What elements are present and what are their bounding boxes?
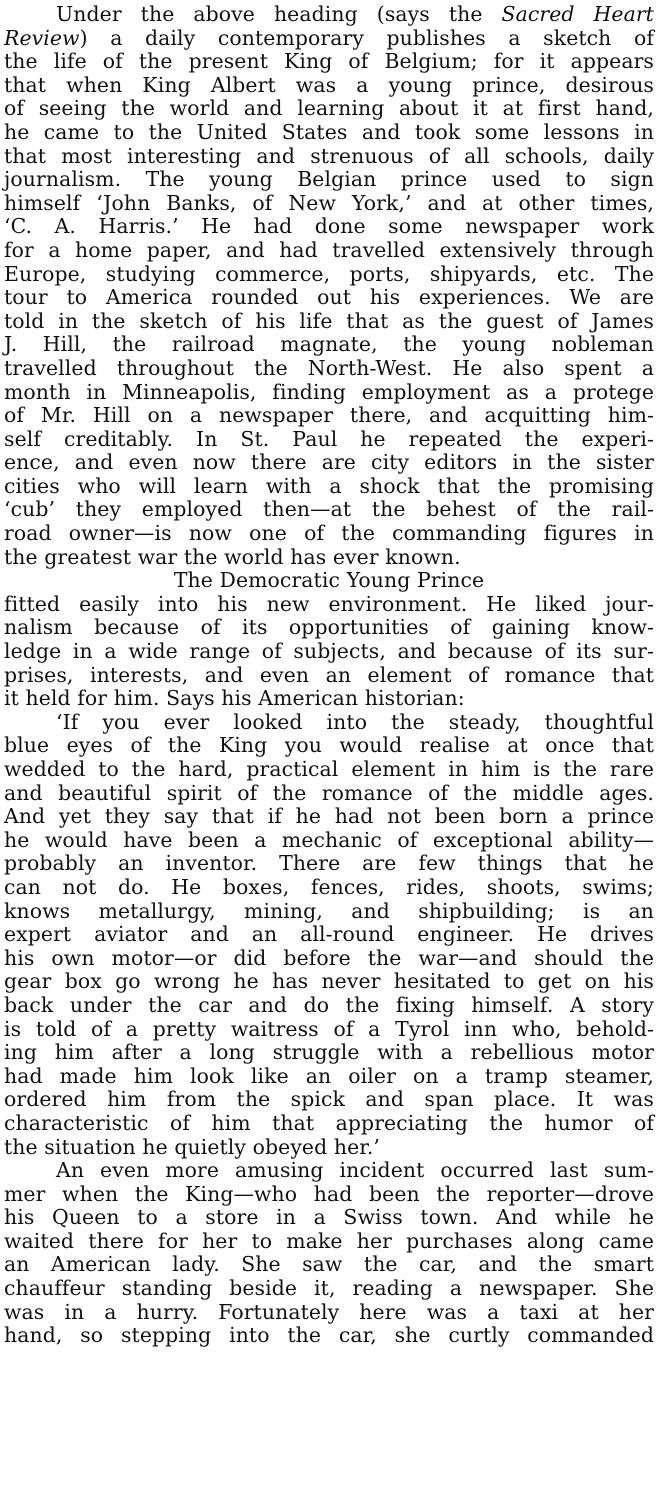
text-line: self creditably. In St. Paul he repeated the experi- [4,426,654,451]
text-line: of seeing the world and learning about it at first hand, [4,96,654,121]
text-line: fitted easily into his new environment. He liked jour- [4,591,654,616]
text-line: can not do. He boxes, fences, rides, shoots, swims; [4,874,654,899]
text-line: chauffeur standing beside it, reading a newspaper. She [4,1276,654,1301]
text-line: the greatest war the world has ever known. [4,544,461,569]
text-line: of Mr. Hill on a newspaper there, and acquitting him- [4,403,654,428]
text-line: hand, so stepping into the car, she curtly commanded [4,1323,654,1348]
text-line: characteristic of him that appreciating the humor of [4,1110,654,1135]
text-line: cities who will learn with a shock that the promising [4,473,654,498]
paragraph-1 [4,3,654,569]
text-line: travelled throughout the North-West. He also spent a [4,355,654,380]
text-line: the situation he quietly obeyed her.’ [4,1134,381,1159]
text-line: ordered him from the spick and span place. It was [4,1087,654,1112]
text-line: is told of a pretty waitress of a Tyrol inn who, behold- [4,1016,654,1041]
text-line: ‘C. A. Harris.’ He had done some newspaper work [4,214,654,239]
text-line: that when King Albert was a young prince, desirous [4,72,654,97]
text-line: told in the sketch of his life that as the guest of James [4,308,654,333]
text-line: Under the above heading (says the Sacred Heart [56,2,654,26]
text-line: waited there for her to make her purchases along came [4,1228,654,1253]
text-line: back under the car and do the fixing himself. A story [4,992,654,1017]
text-line: his own motor—or did before the war—and should the [4,945,654,970]
text-line: the life of the present King of Belgium; for it appears [4,49,654,74]
text-line: ence, and even now there are city editors in the sister [4,450,654,475]
text-line: tour to America rounded out his experiences. We are [4,285,654,310]
text-line: it held for him. Says his American historian: [4,686,465,711]
text-line: expert aviator and an all-round engineer. He drives [4,922,654,947]
text-line: An even more amusing incident occurred last sum- [56,1158,654,1183]
text-line: and beautiful spirit of the romance of the middle ages. [4,780,654,805]
text-line: blue eyes of the King you would realise at once that [4,733,654,758]
text-line: ‘cub’ they employed then—at the behest of the rail- [4,497,654,522]
text-line: knows metallurgy, mining, and shipbuilding; is an [4,898,654,923]
paragraph-3 [4,1159,654,1348]
text-line: his Queen to a store in a Swiss town. And while he [4,1205,654,1230]
text-line: an American lady. She saw the car, and the smart [4,1252,654,1277]
text-line: he came to the United States and took some lessons in [4,119,654,144]
publication-title: Review [4,25,80,50]
text-line: month in Minneapolis, finding employment as a protege [4,379,654,404]
text-line: Review) a daily contemporary publishes a sketch of [4,25,654,50]
text-line: ‘If you ever looked into the steady, thoughtful [56,709,654,734]
text-line: ledge in a wide range of subjects, and because of its sur- [4,639,654,664]
section-subheading: The Democratic Young Prince [173,568,485,593]
text-line: wedded to the hard, practical element in him is the rare [4,757,654,781]
text-line: road owner—is now one of the commanding figures in [4,521,654,546]
text-line: for a home paper, and had travelled extensively through [4,237,654,262]
text-line: gear box go wrong he has never hesitated to get on his [4,969,654,994]
publication-title: Sacred Heart [501,2,654,26]
historian-quote [4,711,654,1159]
text-line: ing him after a long struggle with a rebellious motor [4,1040,654,1065]
text-line: And yet they say that if he had not been born a prince [4,804,654,829]
text-line: Europe, studying commerce, ports, shipyards, etc. The [4,261,654,286]
text-line: himself ‘John Banks, of New York,’ and at other times, [4,190,654,215]
text-line: nalism because of its opportunities of gaining know- [4,615,654,640]
text-line: journalism. The young Belgian prince used to sign [4,167,654,192]
text-line: mer when the King—who had been the reporter—drove [4,1181,654,1206]
text-line: probably an inventor. There are few things that he [4,851,654,876]
text-line: prises, interests, and even an element of romance that [4,662,654,687]
text-line: was in a hurry. Fortunately here was a taxi at her [4,1299,654,1324]
paragraph-2 [4,593,654,711]
text-line: he would have been a mechanic of exceptional ability— [4,827,654,852]
text-line: J. Hill, the railroad magnate, the young nobleman [4,332,654,357]
text-line: that most interesting and strenuous of all schools, daily [4,143,654,168]
text-line: had made him look like an oiler on a tramp steamer, [4,1063,654,1088]
